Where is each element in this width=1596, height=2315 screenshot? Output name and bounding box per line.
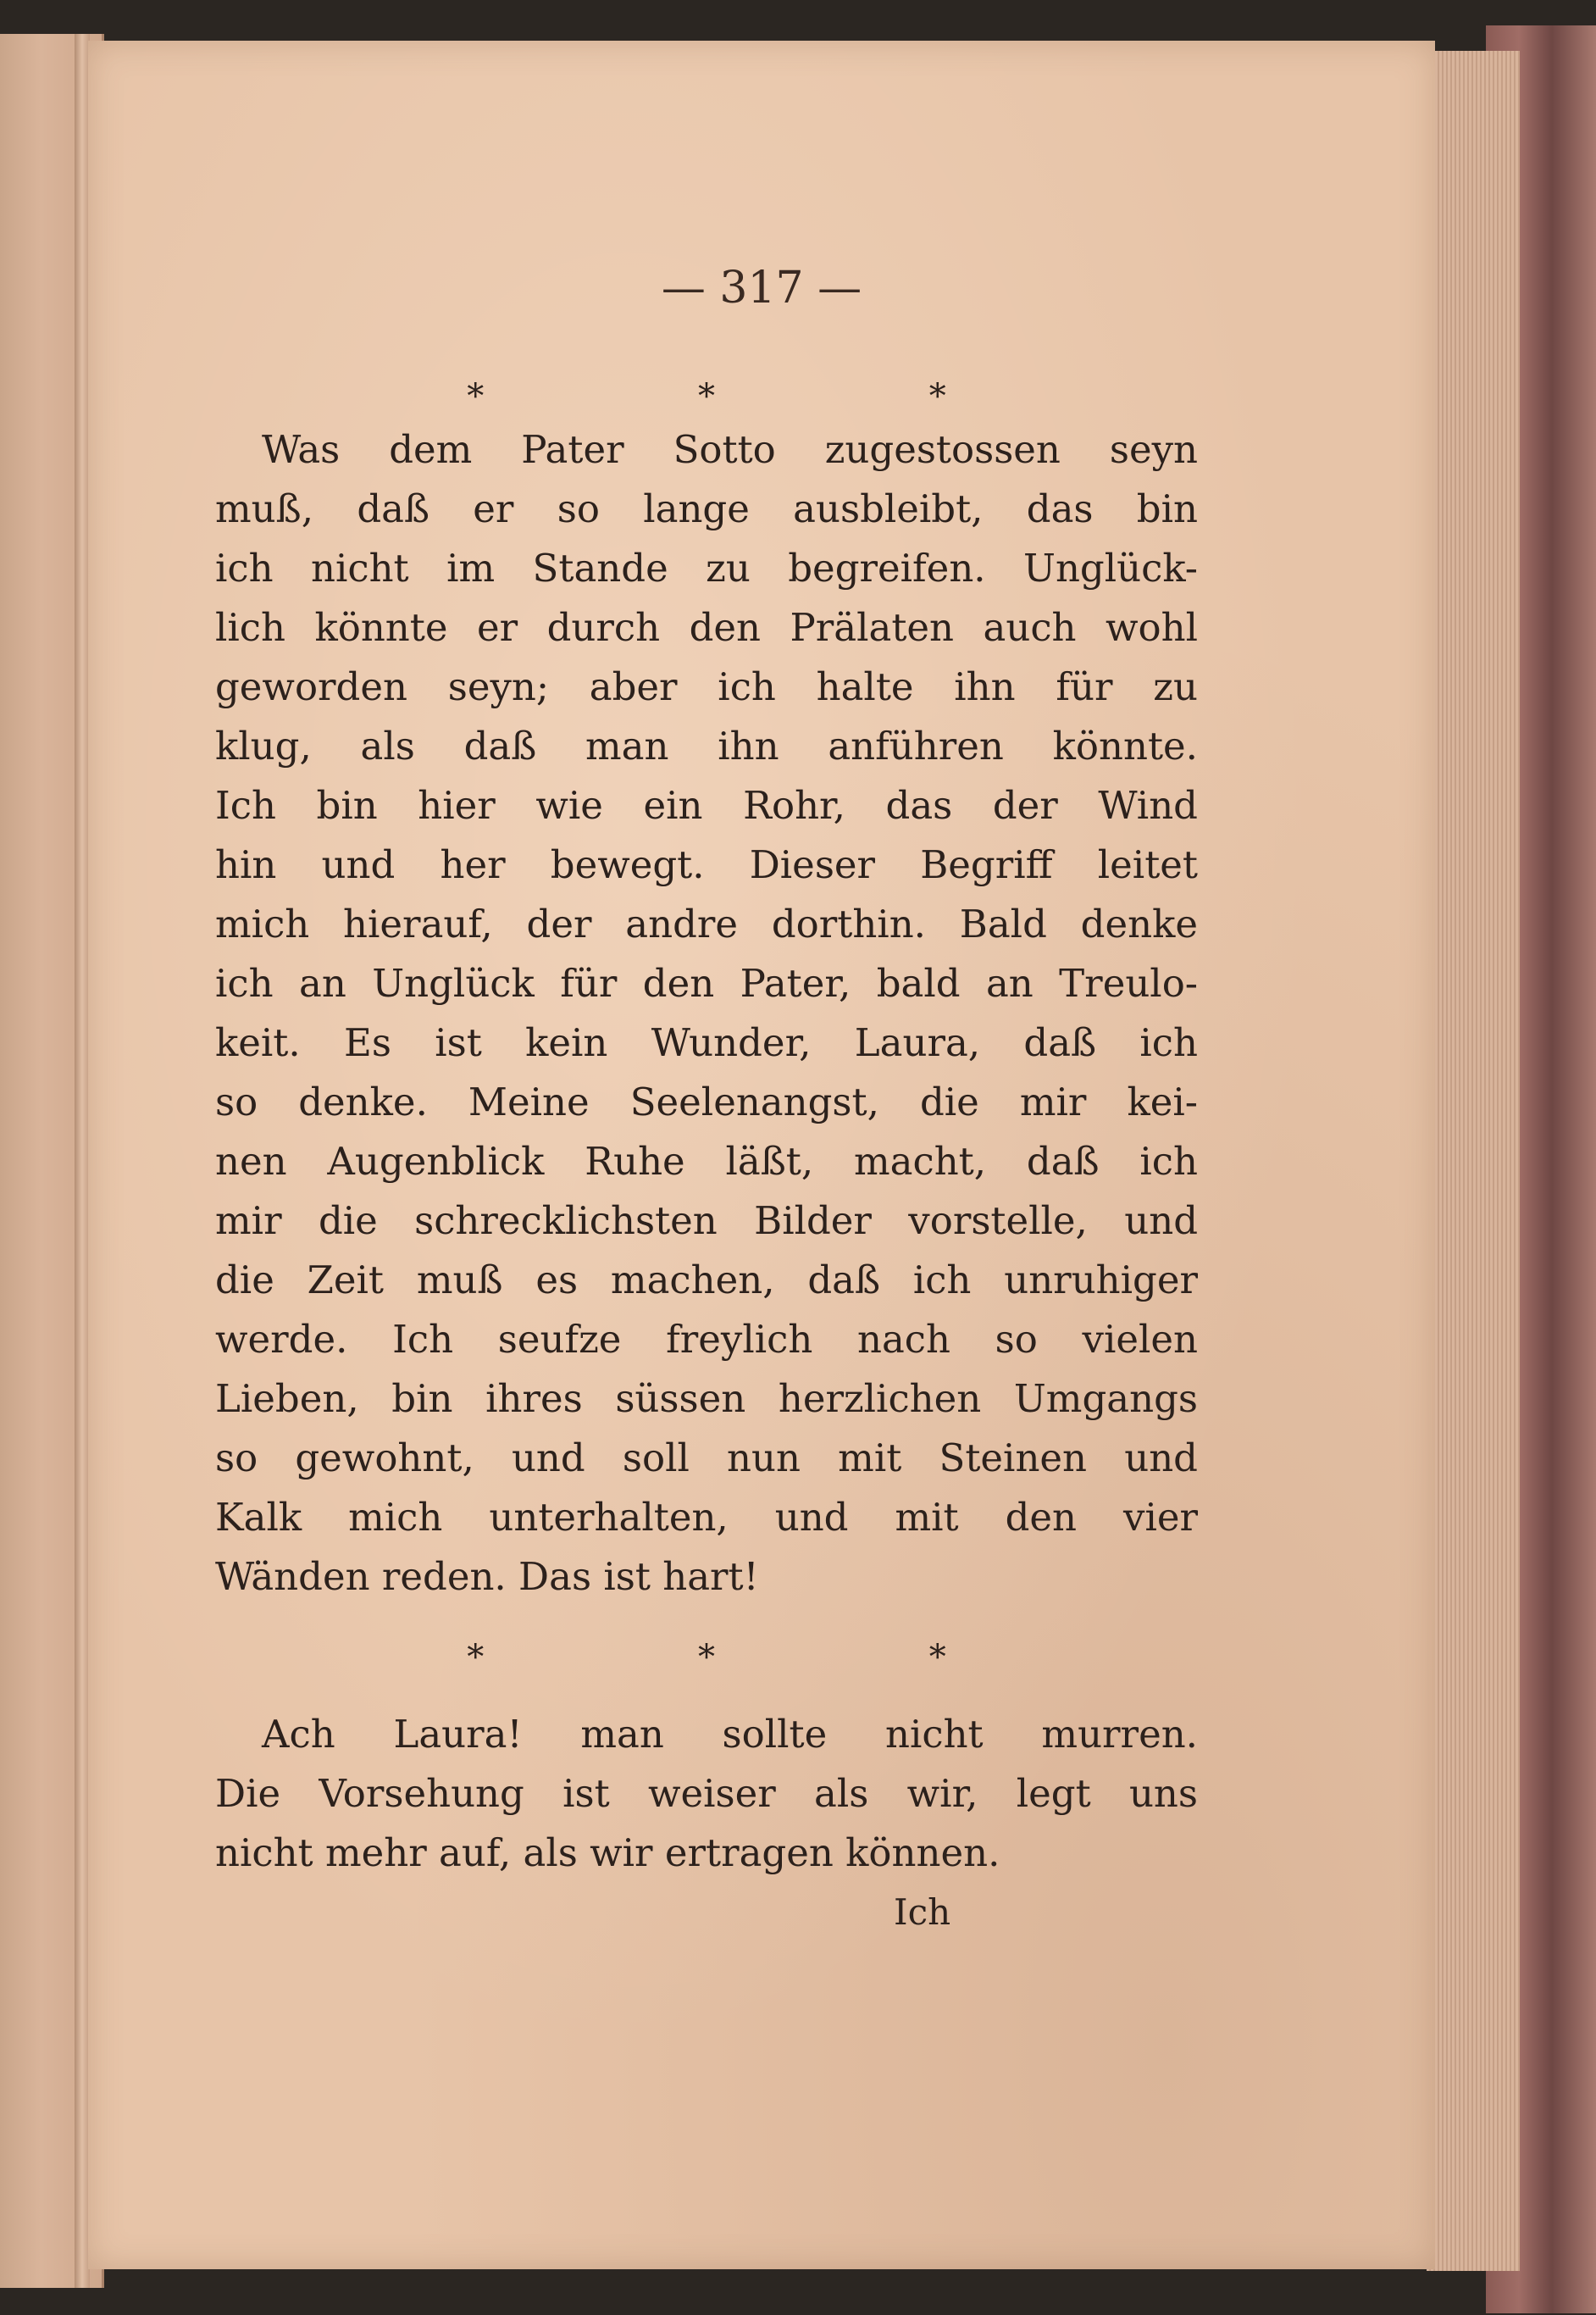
text-line: Wänden reden. Das ist hart!	[215, 1554, 759, 1599]
text-line: Lieben, bin ihres süssen herzlichen Umgangs	[215, 1376, 1198, 1421]
text-line: geworden seyn; aber ich halte ihn für zu	[215, 664, 1198, 709]
text-line: keit. Es ist kein Wunder, Laura, daß ich	[215, 1020, 1198, 1065]
text-line: ich nicht im Stande zu begreifen. Unglück-	[215, 546, 1198, 591]
text-line: Was dem Pater Sotto zugestossen seyn	[262, 427, 1198, 472]
book-page	[88, 41, 1435, 2269]
text-line: Ach Laura! man sollte nicht murren.	[262, 1712, 1198, 1757]
asterism-separator-1: * * *	[467, 377, 1048, 416]
text-line: Die Vorsehung ist weiser als wir, legt uns	[215, 1771, 1198, 1816]
catchword: Ich	[894, 1891, 951, 1933]
page-edges	[1427, 51, 1520, 2271]
text-line: muß, daß er so lange ausbleibt, das bin	[215, 486, 1198, 531]
text-line: mir die schrecklichsten Bilder vorstelle, und	[215, 1198, 1198, 1243]
text-line: werde. Ich seufze freylich nach so vielen	[215, 1317, 1198, 1362]
text-line: Kalk mich unterhalten, und mit den vier	[215, 1495, 1198, 1540]
text-line: klug, als daß man ihn anführen könnte.	[215, 724, 1198, 769]
text-line: nicht mehr auf, als wir ertragen können.	[215, 1830, 1000, 1875]
text-line: so denke. Meine Seelenangst, die mir kei-	[215, 1080, 1198, 1124]
text-line: nen Augenblick Ruhe läßt, macht, daß ich	[215, 1139, 1198, 1184]
paragraph-2	[215, 1705, 1198, 1883]
text-line: hin und her bewegt. Dieser Begriff leitet	[215, 842, 1198, 887]
page-text	[215, 377, 1198, 1883]
text-line: die Zeit muß es machen, daß ich unruhiger	[215, 1257, 1198, 1302]
text-line: lich könnte er durch den Prälaten auch wohl	[215, 605, 1198, 650]
paragraph-1	[215, 420, 1198, 1607]
text-line: Ich bin hier wie ein Rohr, das der Wind	[215, 783, 1198, 828]
text-line: ich an Unglück für den Pater, bald an Treulo-	[215, 961, 1198, 1006]
page-number: — 317 —	[661, 263, 862, 314]
text-line: mich hierauf, der andre dorthin. Bald denke	[215, 902, 1198, 947]
text-line: so gewohnt, und soll nun mit Steinen und	[215, 1435, 1198, 1480]
asterism-separator-2: * * *	[467, 1638, 1048, 1677]
